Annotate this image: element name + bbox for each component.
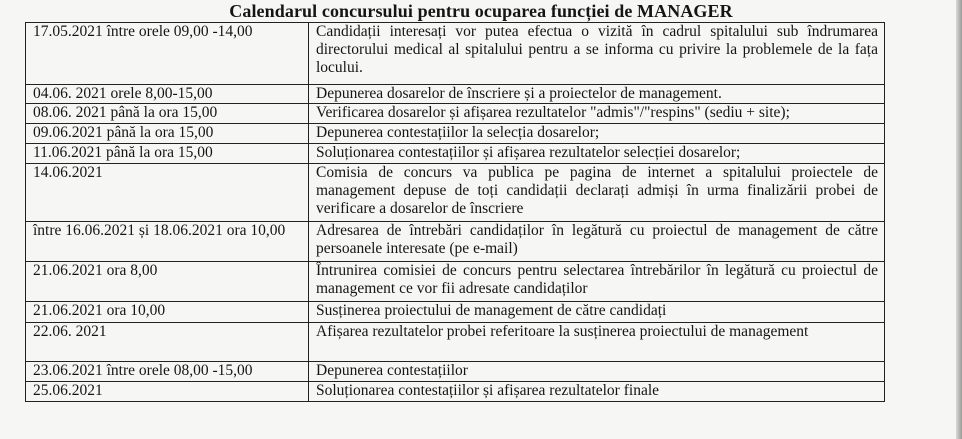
table-row xyxy=(26,302,885,323)
scan-edge-shadow xyxy=(956,0,962,439)
date-cell: 23.06.2021 între orele 08,00 -15,00 xyxy=(26,362,309,382)
table-row xyxy=(26,262,885,302)
date-cell: 14.06.2021 xyxy=(26,164,309,222)
date-cell: 21.06.2021 ora 8,00 xyxy=(26,262,309,302)
table-row xyxy=(26,222,885,262)
date-cell: 22.06. 2021 xyxy=(26,323,309,362)
activity-cell: Soluționarea contestațiilor și afișarea rezultatelor selecției dosarelor; xyxy=(309,144,885,164)
date-cell: 09.06.2021 până la ora 15,00 xyxy=(26,124,309,144)
activity-cell: Adresarea de întrebări candidaților în legătură cu proiectul de management de către persoanele interesate (pe e-mail) xyxy=(309,222,885,262)
table-row xyxy=(26,382,885,402)
activity-cell: Candidații interesați vor putea efectua o vizită în cadrul spitalului sub îndrumarea directorului medical al spitalului pentru a se informa cu privire la problemele de la fața locului. xyxy=(309,23,885,85)
document-title: Calendarul concursului pentru ocuparea funcției de MANAGER xyxy=(229,1,733,21)
table-row xyxy=(26,144,885,164)
date-cell: 21.06.2021 ora 10,00 xyxy=(26,302,309,323)
activity-cell: Comisia de concurs va publica pe pagina de internet a spitalului proiectele de management depuse de toți candidații declarați admiși în urma finalizării probei de verificare a dosarelor de înscriere xyxy=(309,164,885,222)
activity-cell: Verificarea dosarelor și afișarea rezultatelor "admis"/"respins" (sediu + site); xyxy=(309,104,885,124)
date-cell: 04.06. 2021 orele 8,00-15,00 xyxy=(26,85,309,104)
table-row xyxy=(26,104,885,124)
date-cell: 25.06.2021 xyxy=(26,382,309,402)
date-cell: între 16.06.2021 și 18.06.2021 ora 10,00 xyxy=(26,222,309,262)
date-cell: 08.06. 2021 până la ora 15,00 xyxy=(26,104,309,124)
date-cell: 11.06.2021 până la ora 15,00 xyxy=(26,144,309,164)
table-row xyxy=(26,124,885,144)
table-row xyxy=(26,323,885,362)
activity-cell: Depunerea dosarelor de înscriere și a proiectelor de management. xyxy=(309,85,885,104)
activity-cell: Întrunirea comisiei de concurs pentru selectarea întrebărilor în legătură cu proiectul de management ce vor fii adresate candidaților xyxy=(309,262,885,302)
table-row xyxy=(26,85,885,104)
activity-cell: Afișarea rezultatelor probei referitoare la susținerea proiectului de management xyxy=(309,323,885,362)
schedule-table xyxy=(25,22,885,402)
activity-cell: Soluționarea contestațiilor și afișarea rezultatelor finale xyxy=(309,382,885,402)
activity-cell: Depunerea contestațiilor xyxy=(309,362,885,382)
activity-cell: Depunerea contestațiilor la selecția dosarelor; xyxy=(309,124,885,144)
table-row xyxy=(26,164,885,222)
table-row xyxy=(26,362,885,382)
table-row xyxy=(26,23,885,85)
activity-cell: Susținerea proiectului de management de către candidați xyxy=(309,302,885,323)
date-cell: 17.05.2021 între orele 09,00 -14,00 xyxy=(26,23,309,85)
